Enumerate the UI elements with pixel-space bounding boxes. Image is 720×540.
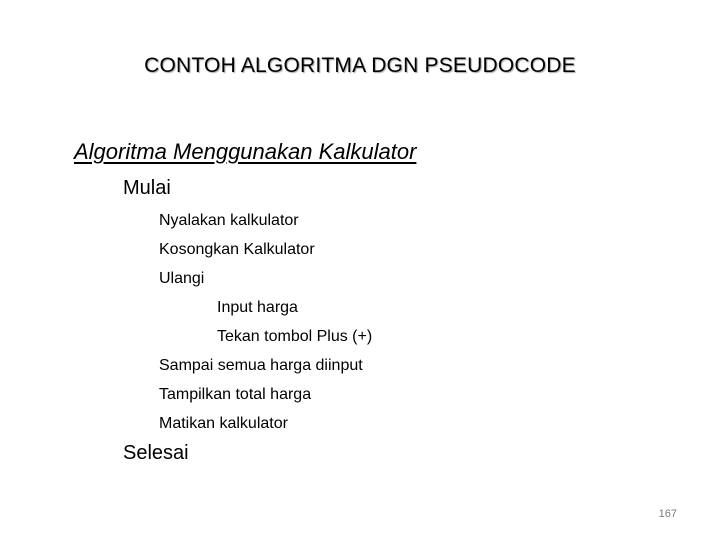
pseudocode-line: Tampilkan total harga xyxy=(159,386,312,403)
pseudocode-line: Sampai semua harga diinput xyxy=(159,357,363,374)
pseudocode-line: Nyalakan kalkulator xyxy=(159,212,299,229)
pseudocode-line: Ulangi xyxy=(159,270,205,287)
pseudocode-line-indented: Tekan tombol Plus (+) xyxy=(217,328,373,345)
slide-title: CONTOH ALGORITMA DGN PSEUDOCODE xyxy=(144,54,576,77)
start-keyword: Mulai xyxy=(123,177,171,199)
pseudocode-line-indented: Input harga xyxy=(217,299,298,316)
pseudocode-body xyxy=(159,206,372,438)
end-keyword: Selesai xyxy=(123,442,189,464)
page-number: 167 xyxy=(658,508,677,520)
algorithm-heading: Algoritma Menggunakan Kalkulator xyxy=(74,139,417,164)
pseudocode-line: Kosongkan Kalkulator xyxy=(159,241,315,258)
pseudocode-line: Matikan kalkulator xyxy=(159,415,288,432)
